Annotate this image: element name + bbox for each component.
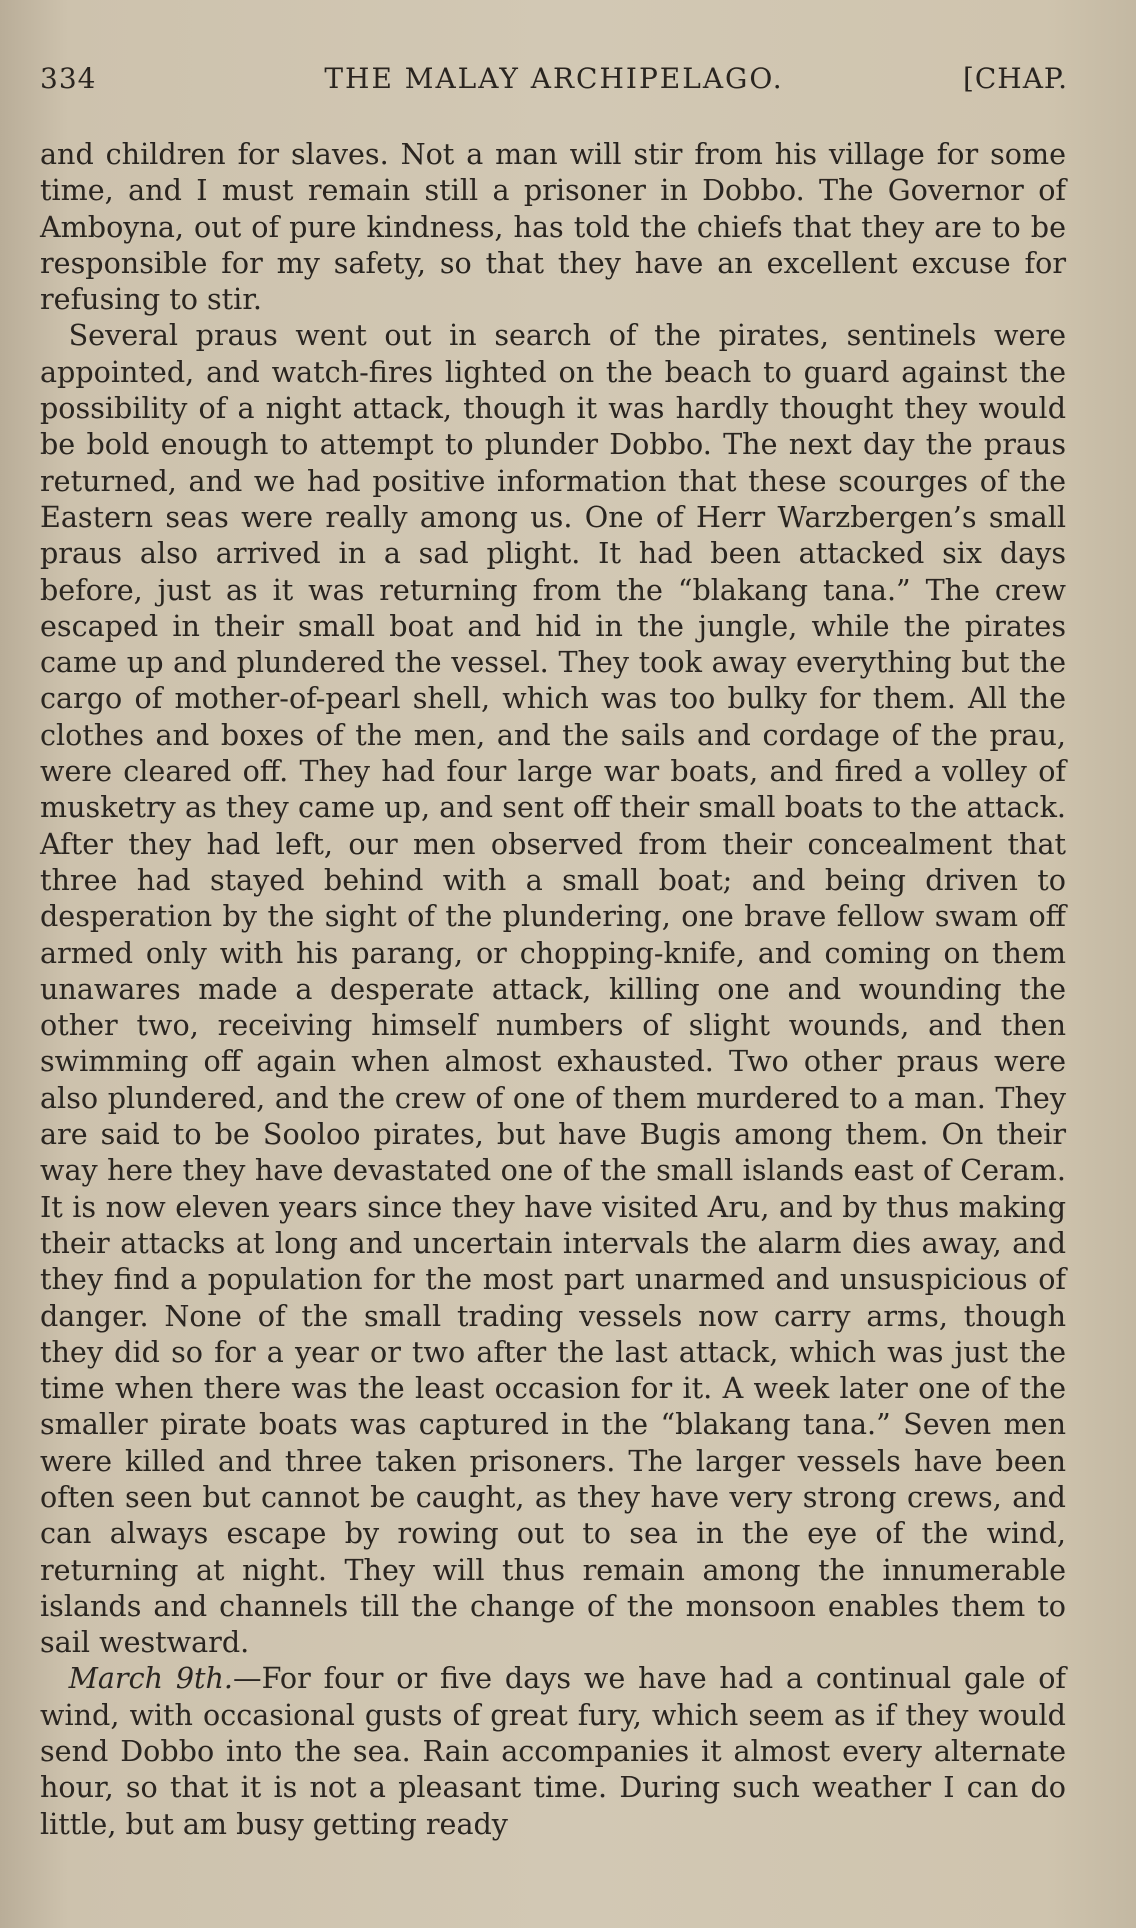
running-title: THE MALAY ARCHIPELAGO. xyxy=(324,62,784,95)
page-header xyxy=(40,62,1068,102)
paragraph-3-text: —For four or five days we have had a continual gale of wind, with occasional gusts of great fury, which seem as if they would send Dobbo into the sea. Rain accompanies it almost every alternate hour, so that it is not a pleasant time. During such weather I can do little, but am busy getting ready xyxy=(40,1661,1066,1841)
page-body xyxy=(40,136,1066,1842)
chapter-mark: [CHAP. xyxy=(962,62,1068,95)
diary-date: March 9th. xyxy=(68,1661,234,1696)
page-number: 334 xyxy=(40,62,97,95)
paragraph-3 xyxy=(40,1660,1066,1841)
paragraph-1: and children for slaves. Not a man will stir from his village for some time, and I must remain still a prisoner in Dobbo. The Governor of Amboyna, out of pure kindness, has told the chiefs that they are to be responsible for my safety, so that they have an excellent excuse for refusing to stir. xyxy=(40,137,1066,317)
paragraph-2: Several praus went out in search of the pirates, sentinels were appointed, and watch-fires lighted on the beach to guard against the possibility of a night attack, though it was hardly thought they would be bold enough to attempt to plunder Dobbo. The next day the praus returned, and we had positive information that these scourges of the Eastern seas were really among us. One of Herr Warzbergen’s small praus also arrived in a sad plight. It had been attacked six days before, just as it was returning from the “blakang tana.” The crew escaped in their small boat and hid in the jungle, while the pirates came up and plundered the vessel. They took away everything but the cargo of mother-of-pearl shell, which was too bulky for them. All the clothes and boxes of the men, and the sails and cordage of the prau, were cleared off. They had four large war boats, and fired a volley of musketry as they came up, and sent off their small boats to the attack. After they had left, our men observed from their concealment that three had stayed behind with a small boat; and being driven to desperation by the sight of the plundering, one brave fellow swam off armed only with his parang, or chopping-knife, and coming on them unawares made a desperate attack, killing one and wounding the other two, receiving himself numbers of slight wounds, and then swimming off again when almost exhausted. Two other praus were also plundered, and the crew of one of them murdered to a man. They are said to be Sooloo pirates, but have Bugis among them. On their way here they have devastated one of the small islands east of Ceram. It is now eleven years since they have visited Aru, and by thus making their attacks at long and uncertain intervals the alarm dies away, and they find a population for the most part unarmed and unsuspicious of danger. None of the small trading vessels now carry arms, though they did so for a year or two after the last attack, which was just the time when there was the least occasion for it. A week later one of the smaller pirate boats was captured in the “blakang tana.” Seven men were killed and three taken prisoners. The larger vessels have been often seen but cannot be caught, as they have very strong crews, and can always escape by rowing out to sea in the eye of the wind, returning at night. They will thus remain among the innumerable islands and channels till the change of the monsoon enables them to sail westward. xyxy=(40,318,1066,1660)
